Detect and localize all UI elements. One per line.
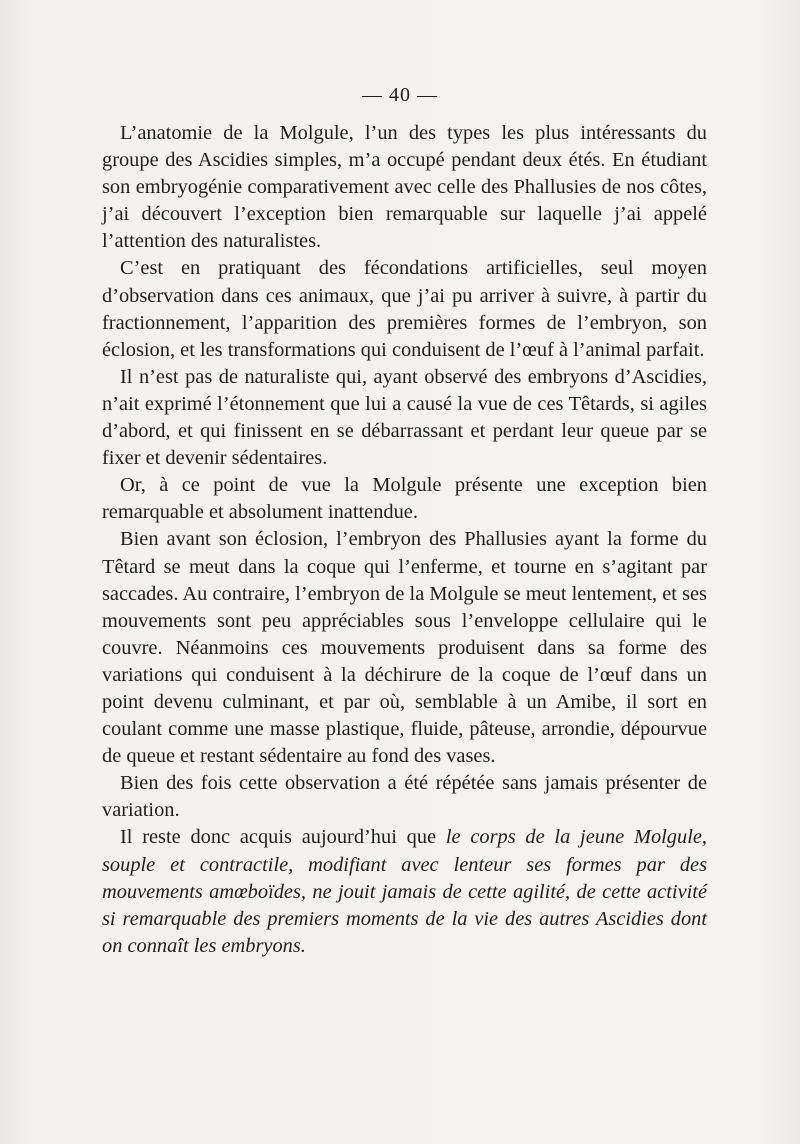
paragraph: Il n’est pas de naturaliste qui, ayant observé des embryons d’Ascidies, n’ait exprimé l’étonnement que lui a causé la vue de ces Têtards, si agiles d’abord, et qui finissent en se débarrassant et perdant leur queue par se fixer et devenir sédentaires.: [102, 365, 707, 470]
paragraph: Or, à ce point de vue la Molgule présente une exception bien remarquable et absolument inattendue.: [102, 474, 707, 524]
conclusion-roman-text: Il reste donc acquis aujourd’hui que: [120, 826, 446, 849]
paragraph: L’anatomie de la Molgule, l’un des types les plus intéressants du groupe des Ascidies simples, m’a occupé pendant deux étés. En étudiant son embryogénie comparativement avec celle des Phallusies de nos côtes, j’ai découvert l’exception bien remarquable sur laquelle j’ai appelé l’attention des naturalistes.: [102, 122, 707, 253]
paragraph: C’est en pratiquant des fécondations artificielles, seul moyen d’observation dans ces animaux, que j’ai pu arriver à suivre, à partir du fractionnement, l’apparition des premières formes de l’embryon, son éclosion, et les transformations qui conduisent de l’œuf à l’animal parfait.: [102, 257, 707, 361]
body-text: [102, 120, 707, 960]
conclusion-paragraph: [102, 824, 707, 959]
page-number: — 40 —: [362, 84, 438, 106]
paragraph: Bien des fois cette observation a été répétée sans jamais présenter de variation.: [102, 772, 707, 822]
paragraph: Bien avant son éclosion, l’embryon des Phallusies ayant la forme du Têtard se meut dans la coque qui l’enferme, et tourne en s’agitant par saccades. Au contraire, l’embryon de la Molgule se meut lentement, et ses mouvements sont peu appréciables sous l’enveloppe cellulaire qui le couvre. Néanmoins ces mouvements produisent dans sa forme des variations qui conduisent à la déchirure de la coque de l’œuf dans un point devenu culminant, et par où, semblable à un Amibe, il sort en coulant comme une masse plastique, fluide, pâteuse, arrondie, dépourvue de queue et restant sédentaire au fond des vases.: [102, 528, 707, 768]
conclusion-italic-text: le corps de la jeune Molgule, souple et contractile, modifiant avec lenteur ses formes par des mouvements amœboïdes, ne jouit jamais de cette agilité, de cette activité si remarquable des premiers moments de la vie des autres Ascidies dont on connaît les embryons.: [102, 826, 708, 957]
